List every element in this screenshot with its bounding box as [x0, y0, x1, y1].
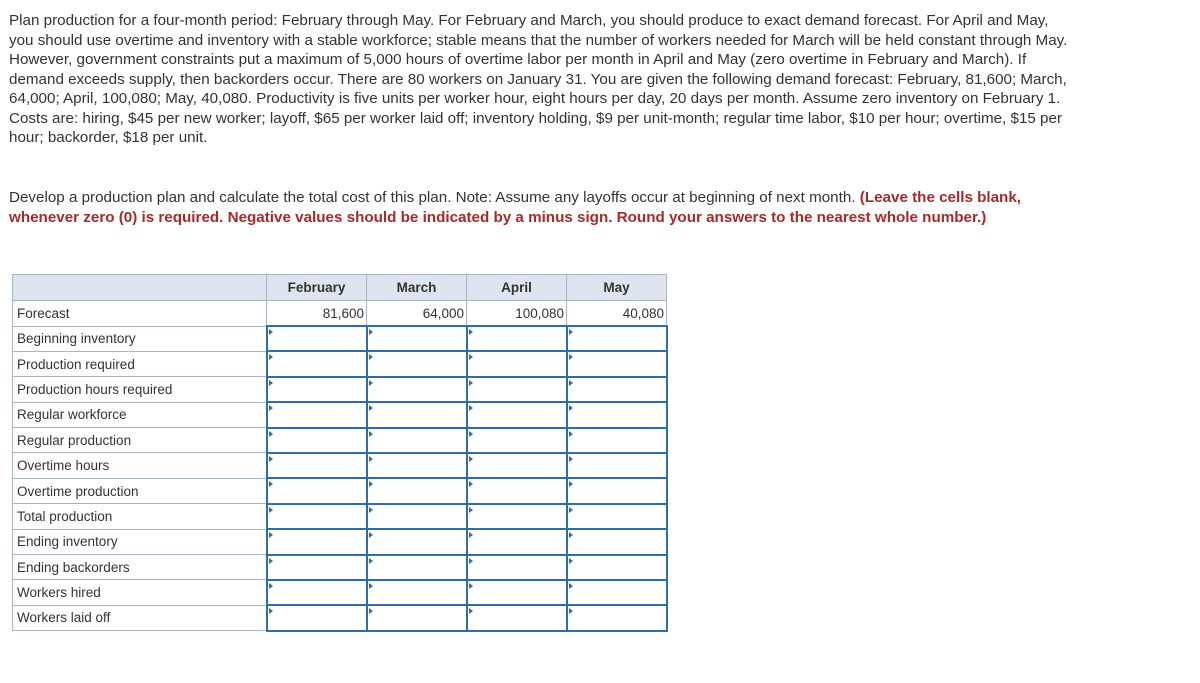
answer-input-april[interactable]	[467, 555, 567, 580]
input-marker-icon	[569, 583, 573, 589]
input-marker-icon	[569, 380, 573, 386]
input-marker-icon	[569, 532, 573, 538]
table-row	[13, 555, 667, 580]
table-row	[13, 402, 667, 427]
input-marker-icon	[469, 608, 473, 614]
table-row	[13, 428, 667, 453]
answer-input-may[interactable]	[567, 453, 667, 478]
input-marker-icon	[369, 329, 373, 335]
answer-input-march[interactable]	[367, 428, 467, 453]
answer-input-may[interactable]	[567, 605, 667, 630]
table-row	[13, 453, 667, 478]
answer-input-march[interactable]	[367, 402, 467, 427]
input-marker-icon	[569, 354, 573, 360]
input-marker-icon	[469, 431, 473, 437]
input-marker-icon	[269, 354, 273, 360]
answer-input-march[interactable]	[367, 605, 467, 630]
header-february: February	[267, 275, 367, 301]
answer-input-may[interactable]	[567, 504, 667, 529]
input-marker-icon	[469, 481, 473, 487]
input-marker-icon	[569, 507, 573, 513]
input-marker-icon	[569, 431, 573, 437]
table-row	[13, 326, 667, 351]
row-label: Workers hired	[13, 580, 267, 605]
input-marker-icon	[269, 431, 273, 437]
input-marker-icon	[569, 558, 573, 564]
input-marker-icon	[269, 532, 273, 538]
input-marker-icon	[469, 532, 473, 538]
answer-input-march[interactable]	[367, 580, 467, 605]
answer-input-april[interactable]	[467, 529, 567, 554]
input-marker-icon	[369, 405, 373, 411]
answer-input-february[interactable]	[267, 351, 367, 376]
table-row	[13, 605, 667, 630]
input-marker-icon	[269, 405, 273, 411]
row-label: Workers laid off	[13, 605, 267, 630]
row-label: Beginning inventory	[13, 326, 267, 351]
answer-input-march[interactable]	[367, 453, 467, 478]
answer-input-may[interactable]	[567, 402, 667, 427]
header-row	[13, 275, 667, 301]
input-marker-icon	[369, 481, 373, 487]
answer-input-february[interactable]	[267, 555, 367, 580]
instructions	[9, 188, 1069, 227]
input-marker-icon	[469, 507, 473, 513]
answer-input-march[interactable]	[367, 529, 467, 554]
answer-input-may[interactable]	[567, 351, 667, 376]
input-marker-icon	[269, 329, 273, 335]
table-row	[13, 580, 667, 605]
answer-input-february[interactable]	[267, 453, 367, 478]
instructions-text: Develop a production plan and calculate the total cost of this plan. Note: Assume any layoffs occur at beginning of next month.	[9, 189, 856, 206]
input-marker-icon	[469, 456, 473, 462]
input-marker-icon	[369, 583, 373, 589]
input-marker-icon	[369, 431, 373, 437]
input-marker-icon	[469, 405, 473, 411]
input-marker-icon	[469, 380, 473, 386]
answer-input-may[interactable]	[567, 529, 667, 554]
answer-input-february[interactable]	[267, 478, 367, 503]
row-label: Production hours required	[13, 377, 267, 402]
answer-input-february[interactable]	[267, 377, 367, 402]
answer-input-april[interactable]	[467, 402, 567, 427]
input-marker-icon	[369, 354, 373, 360]
forecast-row	[13, 301, 667, 327]
answer-input-march[interactable]	[367, 326, 467, 351]
answer-input-may[interactable]	[567, 580, 667, 605]
input-marker-icon	[269, 481, 273, 487]
answer-input-may[interactable]	[567, 428, 667, 453]
row-label: Total production	[13, 504, 267, 529]
row-label: Regular workforce	[13, 402, 267, 427]
answer-input-april[interactable]	[467, 580, 567, 605]
input-marker-icon	[269, 456, 273, 462]
input-marker-icon	[469, 558, 473, 564]
input-marker-icon	[269, 583, 273, 589]
row-label: Overtime production	[13, 478, 267, 503]
answer-input-february[interactable]	[267, 580, 367, 605]
forecast-april: 100,080	[467, 301, 567, 327]
answer-input-february[interactable]	[267, 428, 367, 453]
production-plan-table	[12, 274, 668, 632]
input-marker-icon	[469, 329, 473, 335]
answer-input-april[interactable]	[467, 326, 567, 351]
answer-input-february[interactable]	[267, 529, 367, 554]
answer-input-april[interactable]	[467, 605, 567, 630]
answer-input-march[interactable]	[367, 478, 467, 503]
answer-input-april[interactable]	[467, 377, 567, 402]
row-label: Overtime hours	[13, 453, 267, 478]
instructions-emphasis: (Leave the cells blank, whenever zero (0) is required. Negative values should be indicated by a minus sign. Round your answers to the nearest whole number.)	[9, 189, 1021, 226]
input-marker-icon	[569, 405, 573, 411]
row-label: Ending inventory	[13, 529, 267, 554]
answer-input-march[interactable]	[367, 555, 467, 580]
table-row	[13, 351, 667, 376]
row-label: Forecast	[13, 301, 267, 327]
answer-input-april[interactable]	[467, 351, 567, 376]
header-march: March	[367, 275, 467, 301]
input-marker-icon	[369, 380, 373, 386]
input-marker-icon	[269, 507, 273, 513]
table-row	[13, 529, 667, 554]
answer-input-april[interactable]	[467, 504, 567, 529]
input-marker-icon	[369, 532, 373, 538]
answer-input-may[interactable]	[567, 377, 667, 402]
input-marker-icon	[369, 608, 373, 614]
input-marker-icon	[469, 583, 473, 589]
row-label: Ending backorders	[13, 555, 267, 580]
answer-input-april[interactable]	[467, 478, 567, 503]
row-label: Production required	[13, 351, 267, 376]
input-marker-icon	[569, 456, 573, 462]
input-marker-icon	[369, 558, 373, 564]
forecast-may: 40,080	[567, 301, 667, 327]
input-marker-icon	[569, 481, 573, 487]
problem-statement	[9, 11, 1069, 148]
input-marker-icon	[569, 329, 573, 335]
header-april: April	[467, 275, 567, 301]
input-marker-icon	[269, 380, 273, 386]
answer-input-april[interactable]	[467, 428, 567, 453]
answer-input-may[interactable]	[567, 326, 667, 351]
table-row	[13, 504, 667, 529]
answer-input-february[interactable]	[267, 326, 367, 351]
input-marker-icon	[369, 507, 373, 513]
header-blank	[13, 275, 267, 301]
answer-input-may[interactable]	[567, 555, 667, 580]
answer-input-april[interactable]	[467, 453, 567, 478]
answer-input-march[interactable]	[367, 377, 467, 402]
row-label: Regular production	[13, 428, 267, 453]
input-marker-icon	[469, 354, 473, 360]
answer-input-february[interactable]	[267, 504, 367, 529]
answer-input-march[interactable]	[367, 351, 467, 376]
answer-input-march[interactable]	[367, 504, 467, 529]
answer-input-may[interactable]	[567, 478, 667, 503]
answer-input-february[interactable]	[267, 605, 367, 630]
input-marker-icon	[369, 456, 373, 462]
table-row	[13, 478, 667, 503]
forecast-february: 81,600	[267, 301, 367, 327]
header-may: May	[567, 275, 667, 301]
input-marker-icon	[569, 608, 573, 614]
forecast-march: 64,000	[367, 301, 467, 327]
input-marker-icon	[269, 608, 273, 614]
answer-input-february[interactable]	[267, 402, 367, 427]
problem-text: Plan production for a four-month period: February through May. For February and March, you should produce to exact demand forecast. For April and May, you should use overtime and inventory with a stable workforce; stable means that the number of workers needed for March will be held constant through May. However, government constraints put a maximum of 5,000 hours of overtime labor per month in April and May (zero overtime in February and March). If demand exceeds supply, then backorders occur. There are 80 workers on January 31. You are given the following demand forecast: February, 81,600; March, 64,000; April, 100,080; May, 40,080. Productivity is five units per worker hour, eight hours per day, 20 days per month. Assume zero inventory on February 1. Costs are: hiring, $45 per new worker; layoff, $65 per worker laid off; inventory holding, $9 per unit-month; regular time labor, $10 per hour; overtime, $15 per hour; backorder, $18 per unit.	[9, 12, 1068, 146]
input-marker-icon	[269, 558, 273, 564]
table-row	[13, 377, 667, 402]
